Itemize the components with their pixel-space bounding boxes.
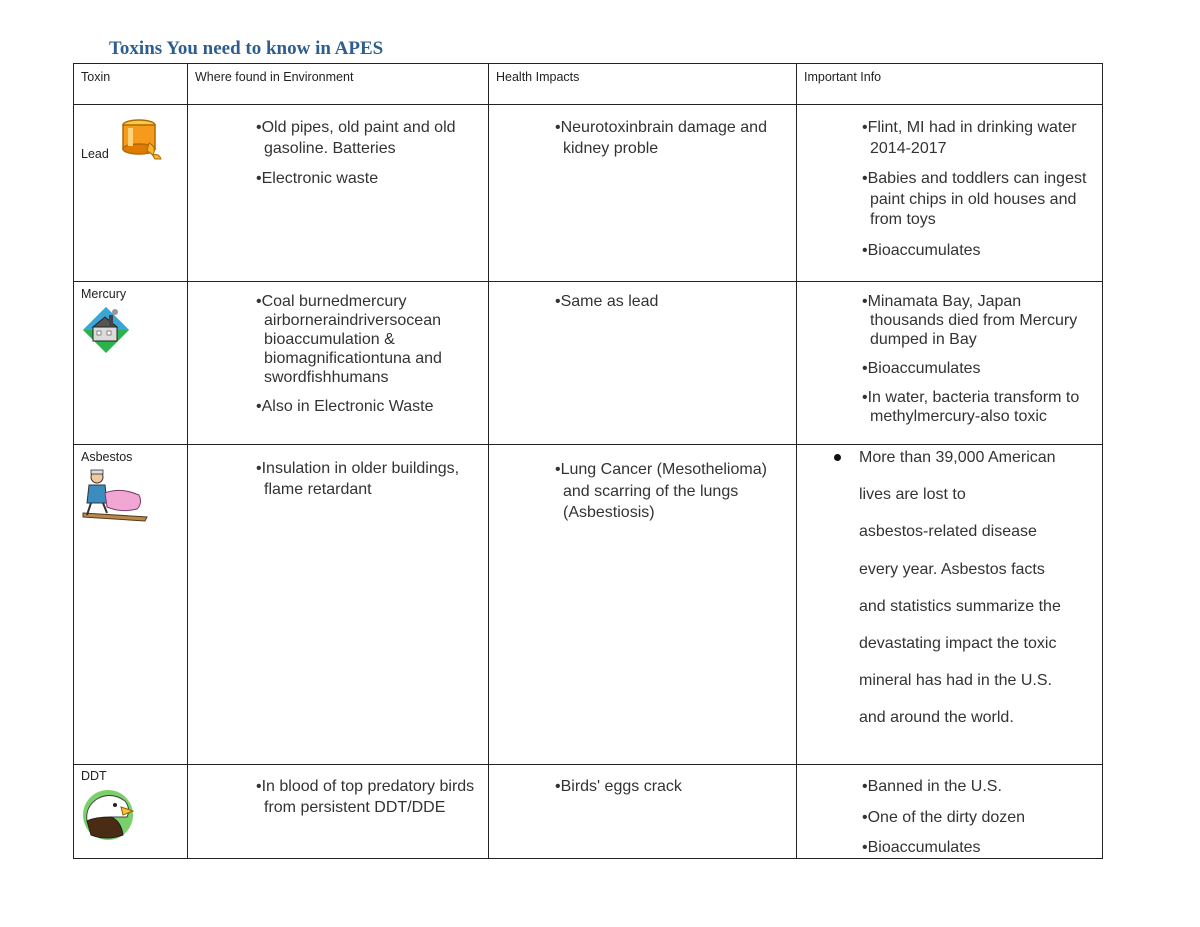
info-cell (834, 439, 1096, 737)
table-border (73, 764, 1103, 765)
text-line: and around the world. (859, 709, 1014, 727)
factory-icon (81, 305, 131, 355)
text-line: devastating impact the toxic (859, 635, 1057, 653)
list-item: •Birds' eggs crack (555, 778, 682, 795)
text-line: mineral has had in the U.S. (859, 672, 1052, 690)
toxin-name: Asbestos (81, 450, 133, 464)
list-item: •In water, bacteria transform to methylmercury-also toxic (862, 389, 1080, 425)
list-item: •Lung Cancer (Mesothelioma) and scarring of the lungs (Asbestiosis) (555, 461, 767, 521)
paint-bucket-icon (119, 117, 165, 161)
list-item: •Old pipes, old paint and old gasoline. Batteries (256, 119, 456, 157)
list-item: •Insulation in older buildings, flame retardant (256, 460, 460, 498)
table-border (1102, 63, 1103, 859)
list-item: •Banned in the U.S. (862, 778, 1002, 795)
where-cell (256, 459, 484, 510)
info-cell (862, 777, 1094, 869)
health-cell (555, 118, 783, 169)
health-cell (555, 459, 783, 534)
eagle-icon (81, 787, 135, 843)
list-item: •In blood of top predatory birds from persistent DDT/DDE (256, 778, 475, 816)
info-cell (862, 118, 1094, 271)
table-border (73, 63, 1103, 64)
list-item: •Flint, MI had in drinking water 2014-2017 (862, 119, 1077, 157)
toxin-name: DDT (81, 769, 107, 783)
list-item: •Same as lead (555, 293, 659, 310)
text-line: and statistics summarize the (859, 597, 1061, 615)
toxin-name: Lead (81, 147, 109, 161)
table-border (73, 104, 1103, 105)
page-title: Toxins You need to know in APES (109, 38, 384, 59)
worker-insulation-icon (81, 467, 153, 523)
list-item: •Also in Electronic Waste (256, 398, 434, 415)
where-cell (256, 292, 484, 426)
where-cell (256, 118, 484, 200)
bullet-icon (834, 454, 841, 461)
list-item: •Bioaccumulates (862, 839, 981, 856)
header-info: Important Info (804, 70, 882, 84)
where-cell (256, 777, 484, 828)
text-line: More than 39,000 American (859, 449, 1056, 466)
header-where: Where found in Environment (195, 70, 354, 84)
toxins-table (73, 63, 1103, 859)
table-border (796, 63, 797, 859)
list-item: •Electronic waste (256, 170, 379, 187)
text-line: every year. Asbestos facts (859, 560, 1045, 578)
header-health: Health Impacts (496, 70, 580, 84)
list-item: •Coal burnedmercury airborneraindriversocean bioaccumulation & biomagnificationtuna and swordfishhumans (256, 293, 442, 386)
text-line: asbestos-related disease (859, 523, 1037, 541)
list-item: •Bioaccumulates (862, 241, 981, 259)
table-border (73, 63, 74, 859)
text-line: lives are lost to (859, 486, 966, 504)
table-border (488, 63, 489, 859)
list-item: •Minamata Bay, Japan thousands died from Mercury dumped in Bay (862, 293, 1078, 348)
list-item: •Neurotoxinbrain damage and kidney proble (555, 119, 767, 157)
list-item: •Bioaccumulates (862, 360, 981, 377)
list-item: •Babies and toddlers can ingest paint chips in old houses and from toys (862, 170, 1087, 228)
table-border (187, 63, 188, 859)
health-cell (555, 292, 783, 323)
info-cell (862, 292, 1094, 436)
health-cell (555, 777, 783, 808)
table-border (73, 281, 1103, 282)
list-item: •One of the dirty dozen (862, 808, 1026, 826)
header-toxin: Toxin (81, 70, 111, 84)
toxin-name: Mercury (81, 287, 127, 301)
